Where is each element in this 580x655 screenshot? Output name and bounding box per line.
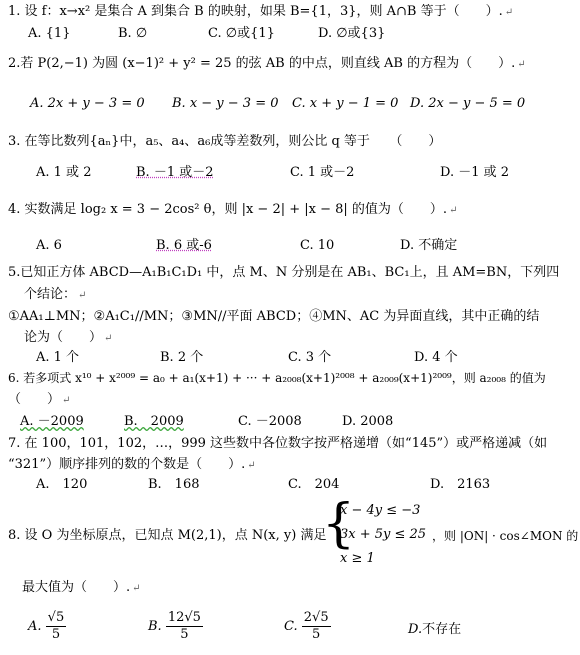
q8-stem-right: ，则 |ON| · cos∠MON 的	[432, 529, 579, 543]
q5-stem-line4: 论为（ ） ↵	[24, 330, 113, 345]
q8-stem-line2: 最大值为（ ）. ↵	[22, 580, 141, 595]
q6-option-d[interactable]: D. 2008	[342, 414, 394, 429]
q8-constraint-3: x ≥ 1	[340, 551, 375, 566]
q8-option-b[interactable]: B. $\frac{12√5}{5}$	[148, 610, 201, 642]
q4-option-a[interactable]: A. 6	[36, 238, 62, 253]
q3-option-c[interactable]: C. 1 或－2	[290, 165, 355, 180]
q7-option-c[interactable]: C. 204	[288, 477, 340, 492]
q2-option-c[interactable]: C. x + y − 1 = 0	[292, 96, 399, 111]
q1-option-c[interactable]: C. ∅或{1}	[208, 26, 275, 41]
q6-option-c[interactable]: C. －2008	[238, 414, 302, 429]
q7-stem-line1: 7. 在 100，101，102，…，999 这些数中各位数字按严格递增（如“145”）或严格递减（如	[8, 436, 548, 451]
q6-option-b[interactable]: B. 2009	[124, 414, 184, 429]
q7-stem-line2: “321”）顺序排列的数的个数是（ ）. ↵	[8, 457, 256, 472]
q1-option-b[interactable]: B. ∅	[118, 26, 148, 41]
q3-option-d[interactable]: D. －1 或 2	[440, 165, 510, 180]
q8-option-a[interactable]: A. $\frac{√5}{5}$	[28, 610, 65, 642]
q2-option-b[interactable]: B. x − y − 3 = 0	[172, 96, 279, 111]
q8-constraint-1: x − 4y ≤ −3	[340, 503, 421, 518]
q5-option-a[interactable]: A. 1 个	[36, 350, 80, 365]
q6-stem-line1: 6. 若多项式 x¹⁰ + x²⁰⁰⁹ = a₀ + a₁(x+1) + ··· + a₂₀₀₈(x+1)²⁰⁰⁸ + a₂₀₀₉(x+1)²⁰⁰⁹，则 a₂₀₀₈ 的值为	[8, 371, 546, 385]
q5-stem-line1: 5.已知正方体 ABCD—A₁B₁C₁D₁ 中，点 M、N 分别是在 AB₁、BC₁上，且 AM=BN，下列四	[8, 265, 560, 280]
q5-stem-line3: ①AA₁⊥MN；②A₁C₁//MN；③MN//平面 ABCD；④MN、AC 为异面直线，其中正确的结	[8, 309, 540, 324]
q1-stem: 1. 设 f：x→x² 是集合 A 到集合 B 的映射，如果 B={1，3}，则 A∩B 等于（ ）. ↵	[8, 4, 514, 19]
q7-option-a[interactable]: A. 120	[36, 477, 88, 492]
q5-stem-line2: 个结论： ↵	[24, 287, 87, 302]
q2-option-a[interactable]: A. 2x + y − 3 = 0	[30, 96, 145, 111]
q4-stem: 4. 实数满足 log₂ x = 3 − 2cos² θ，则 |x − 2| + |x − 8| 的值为（ ）. ↵	[8, 202, 458, 217]
q7-option-b[interactable]: B. 168	[148, 477, 200, 492]
q1-option-a[interactable]: A. {1}	[28, 26, 71, 41]
q3-option-a[interactable]: A. 1 或 2	[36, 165, 92, 180]
q4-option-c[interactable]: C. 10	[300, 238, 335, 253]
q5-option-b[interactable]: B. 2 个	[160, 350, 204, 365]
q6-stem-line2: （ ） ↵	[8, 392, 71, 407]
q5-option-c[interactable]: C. 3 个	[288, 350, 332, 365]
q4-option-d[interactable]: D. 不确定	[400, 238, 458, 253]
q8-constraint-2: 3x + 5y ≤ 25	[340, 527, 427, 542]
q3-stem: 3. 在等比数列{aₙ}中，a₅、a₄、a₆成等差数列，则公比 q 等于 （ ）	[8, 134, 442, 149]
q7-option-d[interactable]: D. 2163	[430, 477, 491, 492]
q2-option-d[interactable]: D. 2x − y − 5 = 0	[410, 96, 526, 111]
q1-option-d[interactable]: D. ∅或{3}	[318, 26, 386, 41]
q4-option-b[interactable]: B. 6 或-6	[156, 238, 212, 253]
q8-option-d[interactable]: D.不存在	[408, 622, 462, 637]
q3-option-b[interactable]: B. －1 或－2	[136, 165, 214, 180]
q8-stem-left: 8. 设 O 为坐标原点，已知点 M(2,1)，点 N(x, y) 满足	[8, 528, 327, 543]
q5-option-d[interactable]: D. 4 个	[414, 350, 458, 365]
q8-brace: {	[322, 494, 356, 554]
q8-option-c[interactable]: C. $\frac{2√5}{5}$	[284, 610, 329, 642]
q6-option-a[interactable]: A. －2009	[20, 414, 84, 429]
q2-stem: 2.若 P(2,−1) 为圆 (x−1)² + y² = 25 的弦 AB 的中点，则直线 AB 的方程为（ ）. ↵	[8, 56, 526, 71]
